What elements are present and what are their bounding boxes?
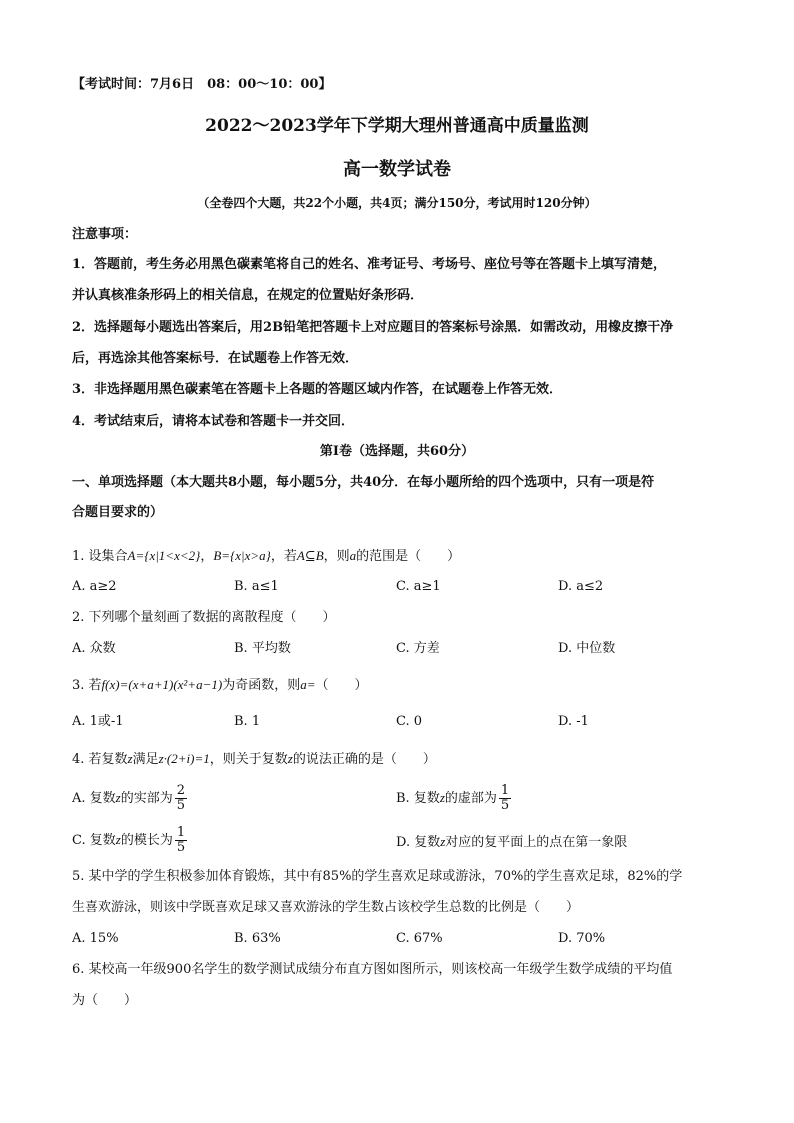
q3-option-d: D. -1 bbox=[558, 714, 589, 729]
q4-optC-z: z bbox=[115, 832, 121, 847]
q4-optC-label: C. 复数 bbox=[72, 833, 116, 848]
q4-optA-fraction bbox=[175, 784, 187, 813]
q1-option-c: C. a≥1 bbox=[396, 579, 441, 594]
q3-option-a: A. 1或-1 bbox=[72, 714, 124, 729]
question-6-stem: 6. 某校高一年级900名学生的数学测试成绩分布直方图如图所示，则该校高一年级学生数学成绩的平均值 bbox=[72, 962, 673, 977]
q4-option-b bbox=[396, 784, 513, 813]
q2-option-b: B. 平均数 bbox=[234, 641, 291, 656]
q2-option-a: A. 众数 bbox=[72, 641, 116, 656]
q1-option-a: A. a≥2 bbox=[72, 579, 117, 594]
q4-optC-fraction bbox=[175, 826, 187, 855]
q1-var: a bbox=[349, 548, 357, 563]
exam-title: 2022～2023学年下学期大理州普通高中质量监测 bbox=[205, 116, 589, 136]
fraction-numerator: 1 bbox=[500, 783, 510, 798]
question-5-stem: 5. 某中学的学生积极参加体育锻炼，其中有85%的学生喜欢足球或游泳，70%的学生喜欢足球，82%的学 bbox=[72, 869, 683, 884]
q1-relation: A⊆B bbox=[296, 548, 324, 563]
q4-option-d bbox=[396, 832, 627, 853]
exam-time: 【考试时间：7月6日 08：00～10：00】 bbox=[72, 77, 332, 92]
q3-prefix: 3. 若 bbox=[72, 678, 102, 693]
q1-comma: ， bbox=[200, 549, 214, 564]
q4-equation: z·(2+i)=1 bbox=[158, 751, 210, 766]
q4-prefix: 4. 若复数 bbox=[72, 752, 128, 767]
q3-mid: 为奇函数，则 bbox=[222, 678, 301, 693]
exam-subtitle: 高一数学试卷 bbox=[343, 159, 451, 180]
q5-option-d: D. 70% bbox=[558, 931, 606, 946]
q4-optA-tail: 的实部为 bbox=[120, 791, 173, 806]
q3-function: f(x)=(x+a+1)(x²+a−1) bbox=[101, 677, 223, 692]
q4-suffix: 的说法正确的是（ ） bbox=[292, 752, 436, 767]
note-line: 3．非选择题用黑色碳素笔在答题卡上各题的答题区域内作答，在试题卷上作答无效． bbox=[72, 382, 563, 397]
q1-suffix: 的范围是（ ） bbox=[356, 549, 461, 564]
q5-option-c: C. 67% bbox=[396, 931, 443, 946]
q4-option-a bbox=[72, 784, 189, 813]
notes-heading: 注意事项： bbox=[72, 227, 138, 242]
fraction-denominator: 5 bbox=[500, 798, 510, 813]
q3-suffix: （ ） bbox=[315, 678, 368, 693]
question-2-stem: 2. 下列哪个量刻画了数据的离散程度（ ） bbox=[72, 610, 336, 625]
q4-optB-tail: 的虚部为 bbox=[444, 791, 497, 806]
q2-option-d: D. 中位数 bbox=[558, 641, 616, 656]
q1-mid2: ，则 bbox=[323, 549, 350, 564]
question-6-stem-cont: 为（ ） bbox=[72, 993, 138, 1008]
exam-info: （全卷四个大题，共22个小题，共4页；满分150分，考试用时120分钟） bbox=[197, 196, 597, 210]
q4-optB-z: z bbox=[439, 790, 445, 805]
q4-optD-z: z bbox=[440, 834, 446, 849]
note-line: 1．答题前，考生务必用黑色碳素笔将自己的姓名、准考证号、考场号、座位号等在答题卡上填写清楚， bbox=[72, 257, 667, 272]
q4-z: z bbox=[127, 751, 133, 766]
question-5-stem-cont: 生喜欢游泳，则该中学既喜欢足球又喜欢游泳的学生数占该校学生总数的比例是（ ） bbox=[72, 900, 580, 915]
part-instructions: 一、单项选择题（本大题共8小题，每小题5分，共40分．在每小题所给的四个选项中，只有一项是符 bbox=[72, 475, 655, 490]
q2-option-c: C. 方差 bbox=[396, 641, 440, 656]
question-1-stem bbox=[72, 546, 460, 567]
q3-expr2: a= bbox=[300, 677, 316, 692]
q3-option-b: B. 1 bbox=[234, 714, 261, 729]
note-line: 2．选择题每小题选出答案后，用2B铅笔把答题卡上对应题目的答案标号涂黑．如需改动，用橡皮擦干净 bbox=[72, 320, 674, 335]
q1-set-a: A={x|1<x<2} bbox=[127, 548, 201, 563]
q5-option-b: B. 63% bbox=[234, 931, 281, 946]
q1-mid: ，若 bbox=[270, 549, 297, 564]
note-line: 4．考试结束后，请将本试卷和答题卡一并交回． bbox=[72, 414, 355, 429]
q4-option-c bbox=[72, 826, 189, 855]
question-4-stem bbox=[72, 749, 436, 770]
q4-optD-label: D. 复数 bbox=[396, 835, 441, 850]
q1-option-b: B. a≤1 bbox=[234, 579, 279, 594]
fraction-numerator: 2 bbox=[176, 783, 186, 798]
q1-set-b: B={x|x>a} bbox=[213, 548, 271, 563]
q1-option-d: D. a≤2 bbox=[558, 579, 604, 594]
fraction-denominator: 5 bbox=[176, 798, 186, 813]
part-instructions: 合题目要求的） bbox=[72, 505, 164, 520]
q4-z2: z bbox=[287, 751, 293, 766]
fraction-numerator: 1 bbox=[176, 825, 186, 840]
q5-option-a: A. 15% bbox=[72, 931, 119, 946]
q1-prefix: 1. 设集合 bbox=[72, 549, 128, 564]
q4-mid2: ，则关于复数 bbox=[209, 752, 288, 767]
q4-optD-tail: 对应的复平面上的点在第一象限 bbox=[445, 835, 628, 850]
q3-option-c: C. 0 bbox=[396, 714, 423, 729]
q4-optB-label: B. 复数 bbox=[396, 791, 440, 806]
question-3-stem bbox=[72, 675, 368, 696]
q4-optC-tail: 的模长为 bbox=[120, 833, 173, 848]
q4-optA-z: z bbox=[115, 790, 121, 805]
section-heading: 第Ⅰ卷（选择题，共60分） bbox=[319, 444, 475, 459]
note-line: 后，再选涂其他答案标号．在试题卷上作答无效． bbox=[72, 351, 359, 366]
q4-optA-label: A. 复数 bbox=[72, 791, 116, 806]
note-line: 并认真核准条形码上的相关信息，在规定的位置贴好条形码． bbox=[72, 288, 424, 303]
q4-mid: 满足 bbox=[132, 752, 159, 767]
q4-optB-fraction bbox=[499, 784, 511, 813]
fraction-denominator: 5 bbox=[176, 840, 186, 855]
